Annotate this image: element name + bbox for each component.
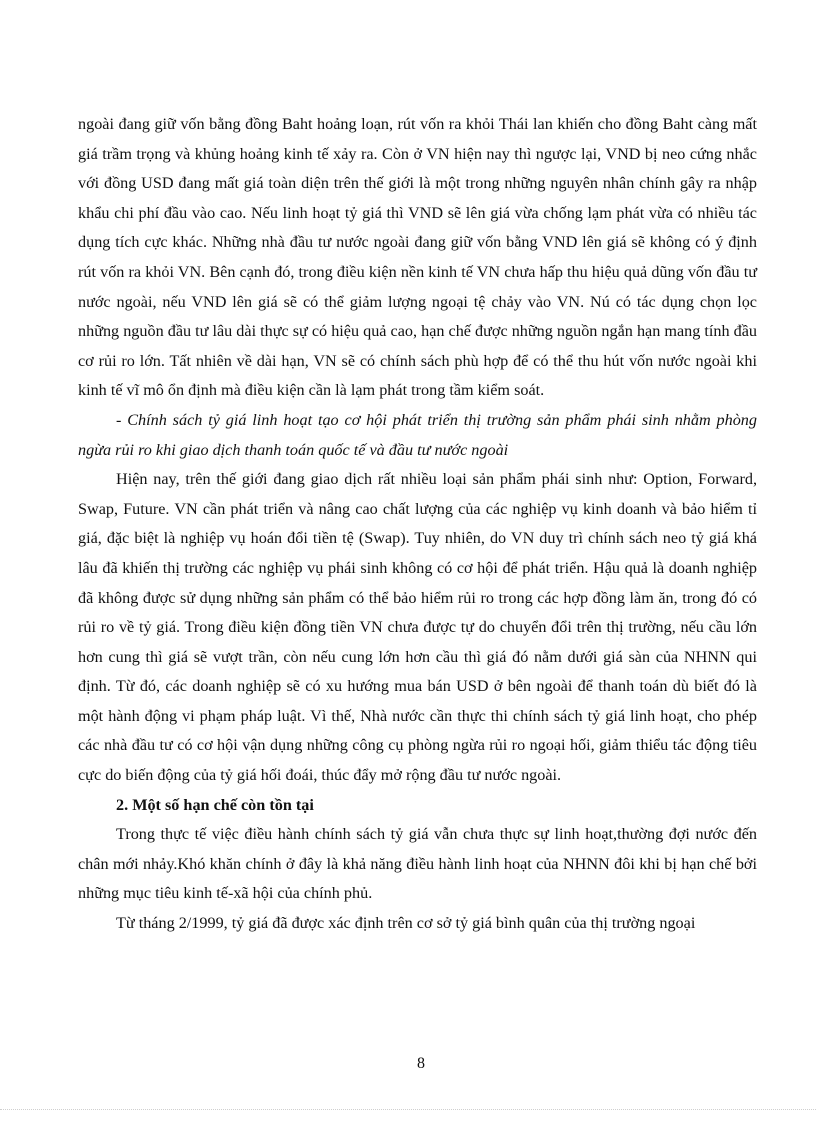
paragraph-exchange-rate-1999: Từ tháng 2/1999, tỷ giá đã được xác định trên cơ sở tỷ giá bình quân của thị trường ngoại xyxy=(116,914,696,933)
paragraph-continuation: ngoài đang giữ vốn bằng đồng Baht hoảng loạn, rút vốn ra khỏi Thái lan khiến cho đồng Baht càng mất giá trầm trọng và khủng hoảng kinh tế xảy ra. Còn ở VN hiện nay thì ngược lại, VND bị neo cứng nhắc với đồng USD đang mất giá toàn diện trên thế giới là một trong những nguyên nhân chính gây ra nhập khẩu chi phí đầu vào cao. Nếu linh hoạt tỷ giá thì VND sẽ lên giá vừa chống lạm phát vừa có nhiều tác dụng tích cực khác. Những nhà đầu tư nước ngoài đang giữ vốn bằng VND lên giá sẽ không có ý định rút vốn ra khỏi VN. Bên cạnh đó, trong điều kiện nền kinh tế VN chưa hấp thu hiệu quả dũng vốn đầu tư nước ngoài, nếu VND lên giá sẽ có thể giảm lượng ngoại tệ chảy vào VN. Nú có tác dụng chọn lọc những nguồn đầu tư lâu dài thực sự có hiệu quả cao, hạn chế được những nguồn ngắn hạn mang tính đầu cơ rủi ro lớn. Tất nhiên về dài hạn, VN sẽ có chính sách phù hợp để có thể thu hút vốn nước ngoài khi kinh tế vĩ mô ổn định mà điều kiện cần là lạm phát trong tầm kiểm soát. xyxy=(78,115,757,400)
page-body xyxy=(78,110,757,939)
page-number: 8 xyxy=(417,1055,425,1072)
paragraph-derivatives: Hiện nay, trên thế giới đang giao dịch rất nhiều loại sản phẩm phái sinh như: Option, Forward, Swap, Future. VN cần phát triển và nâng cao chất lượng của các nghiệp vụ kinh doanh và bảo hiểm tỉ giá, đặc biệt là nghiệp vụ hoán đổi tiền tệ (Swap). Tuy nhiên, do VN duy trì chính sách neo tỷ giá khá lâu đã khiến thị trường các nghiệp vụ phái sinh không có cơ hội để phát triển. Hậu quả là doanh nghiệp đã không được sử dụng những sản phẩm có thể bảo hiểm rủi ro trong các hợp đồng làm ăn, trong đó có rủi ro về tỷ giá. Trong điều kiện đồng tiền VN chưa được tự do chuyển đổi trên thị trường, nếu cầu lớn hơn cung thì giá sẽ vượt trần, còn nếu cung lớn hơn cầu thì giá đó nằm dưới giá sàn của NHNN qui định. Từ đó, các doanh nghiệp sẽ có xu hướng mua bán USD ở bên ngoài để thanh toán dù biết đó là một hành động vi phạm pháp luật. Vì thế, Nhà nước cần thực thi chính sách tỷ giá linh hoạt, cho phép các nhà đầu tư có cơ hội vận dụng những công cụ phòng ngừa rủi ro ngoại hối, giảm thiểu tác động tiêu cực do biến động của tỷ giá hối đoái, thúc đẩy mở rộng đầu tư nước ngoài. xyxy=(78,470,757,785)
paragraph-limitations: Trong thực tế việc điều hành chính sách tỷ giá vẫn chưa thực sự linh hoạt,thường đợi nước đến chân mới nhảy.Khó khăn chính ở đây là khả năng điều hành linh hoạt của NHNN đôi khi bị hạn chế bởi những mục tiêu kinh tế-xã hội của chính phủ. xyxy=(78,825,757,903)
page-bottom-divider xyxy=(0,1109,816,1110)
paragraph-bullet-derivatives: - Chính sách tỷ giá linh hoạt tạo cơ hội phát triển thị trường sản phẩm phái sinh nhằm phòng ngừa rủi ro khi giao dịch thanh toán quốc tế và đầu tư nước ngoài xyxy=(78,410,757,459)
section-heading: 2. Một số hạn chế còn tồn tại xyxy=(116,795,314,814)
